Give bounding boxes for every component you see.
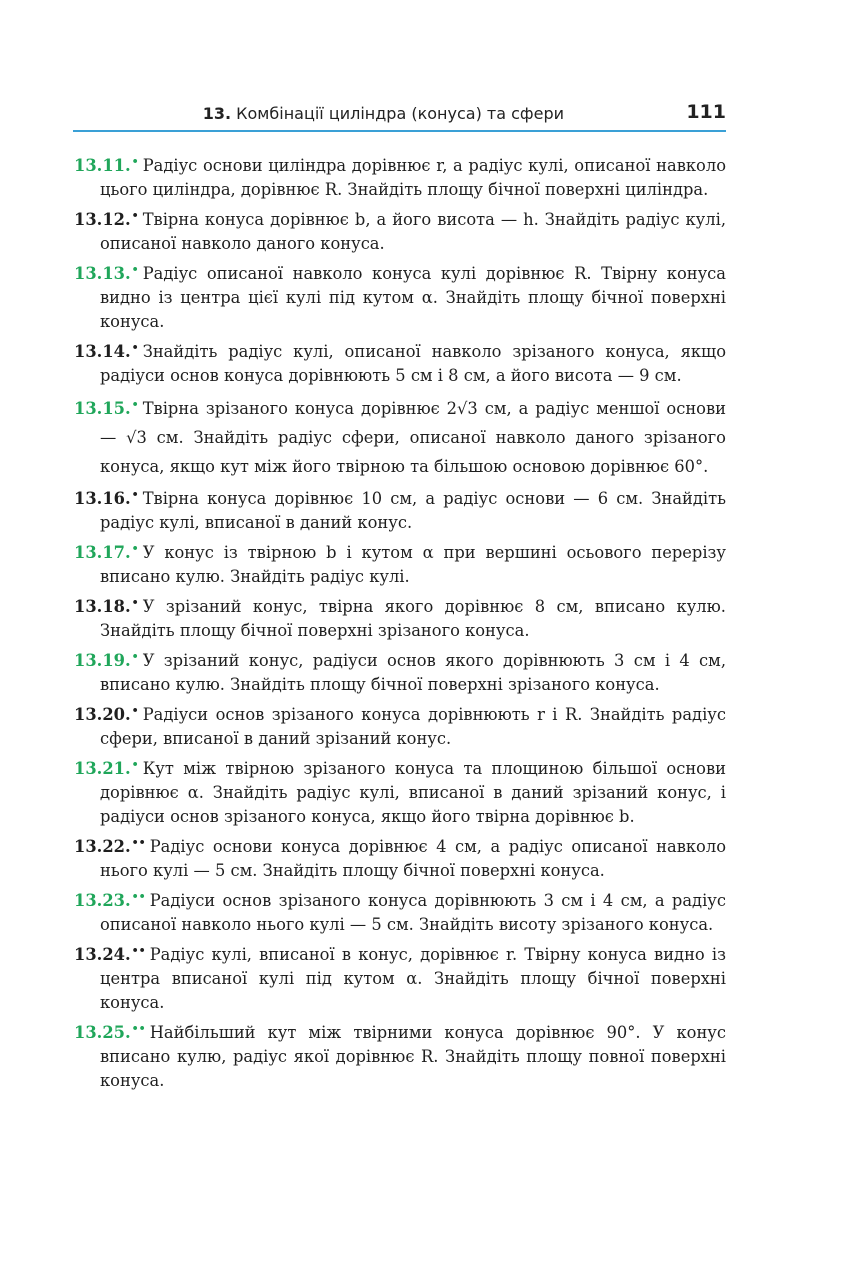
problem-number: 13.18. bbox=[74, 597, 131, 616]
problem-list bbox=[74, 150, 726, 1095]
chapter-title: Комбінації циліндра (конуса) та сфери bbox=[236, 104, 564, 123]
problem-item bbox=[74, 831, 726, 883]
problem-number: 13.11. bbox=[74, 156, 131, 175]
problem-item bbox=[74, 258, 726, 334]
problem-text: Радіус основи конуса дорівнює 4 см, а радіус описаної навколо нього кулі — 5 см. Знайдіть площу бічної поверхні конуса. bbox=[100, 837, 726, 880]
difficulty-mark: •• bbox=[131, 836, 146, 849]
difficulty-mark: • bbox=[131, 758, 139, 771]
difficulty-mark: • bbox=[131, 650, 139, 663]
problem-item bbox=[74, 699, 726, 751]
chapter-number: 13. bbox=[202, 104, 232, 123]
problem-item bbox=[74, 204, 726, 256]
problem-number: 13.13. bbox=[74, 264, 131, 283]
difficulty-mark: •• bbox=[131, 890, 146, 903]
problem-number: 13.24. bbox=[74, 945, 131, 964]
difficulty-mark: •• bbox=[131, 1022, 146, 1035]
problem-item bbox=[74, 939, 726, 1015]
problem-text: Знайдіть радіус кулі, описаної навколо зрізаного конуса, якщо радіуси основ конуса дорівнюють 5 см і 8 см, а його висота — 9 см. bbox=[100, 342, 726, 385]
problem-item bbox=[74, 390, 726, 481]
difficulty-mark: • bbox=[131, 596, 139, 609]
problem-number: 13.23. bbox=[74, 891, 131, 910]
problem-text: Радіус кулі, вписаної в конус, дорівнює r. Твірну конуса видно із центра вписаної кулі під кутом α. Знайдіть площу бічної поверхні конуса. bbox=[100, 945, 726, 1012]
page-header bbox=[73, 98, 726, 132]
problem-number: 13.20. bbox=[74, 705, 131, 724]
problem-text: Радіус основи циліндра дорівнює r, а радіус кулі, описаної навколо цього циліндра, дорівнює R. Знайдіть площу бічної поверхні циліндра. bbox=[100, 156, 726, 199]
problem-item bbox=[74, 336, 726, 388]
problem-item bbox=[74, 537, 726, 589]
problem-text: Радіуси основ зрізаного конуса дорівнюють r і R. Знайдіть радіус сфери, вписаної в даний зрізаний конус. bbox=[100, 705, 726, 748]
problem-text: Радіуси основ зрізаного конуса дорівнюють 3 см і 4 см, а радіус описаної навколо нього кулі — 5 см. Знайдіть висоту зрізаного конуса. bbox=[100, 891, 726, 934]
problem-text: Твірна конуса дорівнює 10 см, а радіус основи — 6 см. Знайдіть радіус кулі, вписаної в даний конус. bbox=[100, 489, 726, 532]
problem-item bbox=[74, 591, 726, 643]
problem-item bbox=[74, 483, 726, 535]
problem-number: 13.21. bbox=[74, 759, 131, 778]
problem-text: Твірна зрізаного конуса дорівнює 2√3 см, а радіус меншої основи — √3 см. Знайдіть радіус сфери, описаної навколо даного зрізаного конуса, якщо кут між його твірною та більшою основою дорівнює 60°. bbox=[100, 399, 726, 476]
problem-number: 13.16. bbox=[74, 489, 131, 508]
problem-text: Твірна конуса дорівнює b, а його висота — h. Знайдіть радіус кулі, описаної навколо даного конуса. bbox=[100, 210, 726, 253]
difficulty-mark: •• bbox=[131, 944, 146, 957]
problem-number: 13.12. bbox=[74, 210, 131, 229]
problem-text: У зрізаний конус, радіуси основ якого дорівнюють 3 см і 4 см, вписано кулю. Знайдіть площу бічної поверхні зрізаного конуса. bbox=[100, 651, 726, 694]
problem-text: У конус із твірною b і кутом α при вершині осьового перерізу вписано кулю. Знайдіть радіус кулі. bbox=[100, 543, 726, 586]
page-number: 111 bbox=[686, 101, 726, 123]
problem-item bbox=[74, 1017, 726, 1093]
problem-number: 13.17. bbox=[74, 543, 131, 562]
problem-item bbox=[74, 645, 726, 697]
problem-text: Кут між твірною зрізаного конуса та площиною більшої основи дорівнює α. Знайдіть радіус кулі, вписаної в даний зрізаний конус, і радіуси основ зрізаного конуса, якщо його твірна дорівнює b. bbox=[100, 759, 726, 826]
problem-item bbox=[74, 150, 726, 202]
problem-number: 13.22. bbox=[74, 837, 131, 856]
difficulty-mark: • bbox=[131, 155, 139, 168]
problem-number: 13.14. bbox=[74, 342, 131, 361]
difficulty-mark: • bbox=[131, 341, 139, 354]
problem-number: 13.15. bbox=[74, 399, 131, 418]
problem-number: 13.19. bbox=[74, 651, 131, 670]
difficulty-mark: • bbox=[131, 263, 139, 276]
chapter-heading bbox=[203, 104, 564, 123]
problem-item bbox=[74, 753, 726, 829]
problem-text: Найбільший кут між твірними конуса дорівнює 90°. У конус вписано кулю, радіус якої дорівнює R. Знайдіть площу повної поверхні конуса. bbox=[100, 1023, 726, 1090]
difficulty-mark: • bbox=[131, 398, 139, 411]
difficulty-mark: • bbox=[131, 542, 139, 555]
problem-number: 13.25. bbox=[74, 1023, 131, 1042]
difficulty-mark: • bbox=[131, 488, 139, 501]
problem-text: У зрізаний конус, твірна якого дорівнює 8 см, вписано кулю. Знайдіть площу бічної поверхні зрізаного конуса. bbox=[100, 597, 726, 640]
problem-item bbox=[74, 885, 726, 937]
problem-text: Радіус описаної навколо конуса кулі дорівнює R. Твірну конуса видно із центра цієї кулі під кутом α. Знайдіть площу бічної поверхні конуса. bbox=[100, 264, 726, 331]
difficulty-mark: • bbox=[131, 209, 139, 222]
difficulty-mark: • bbox=[131, 704, 139, 717]
